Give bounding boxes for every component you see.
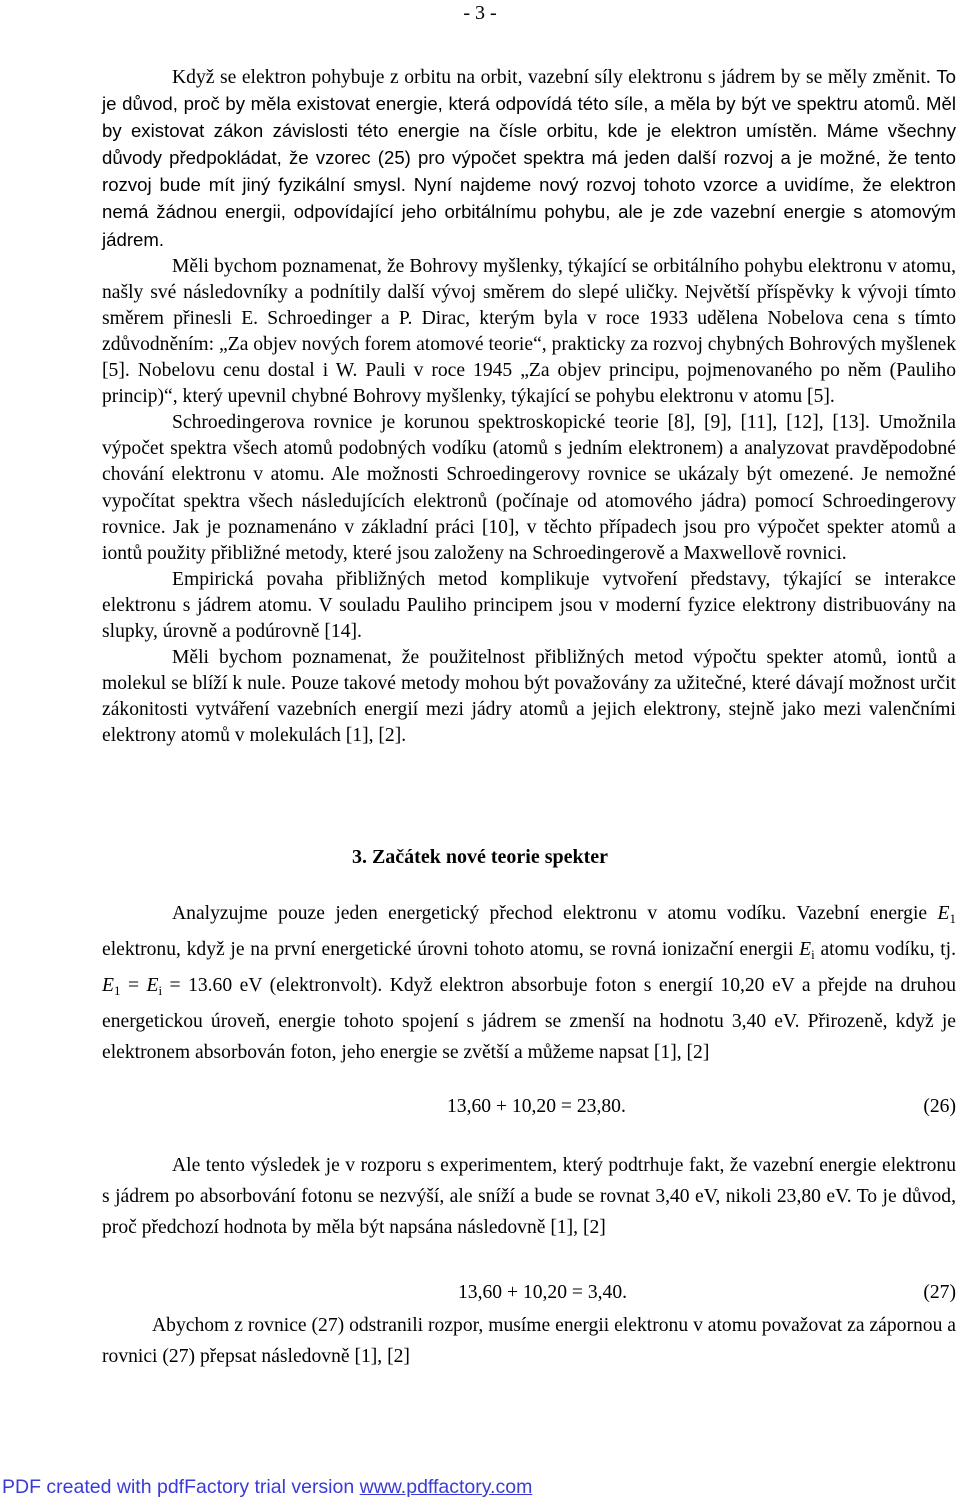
text-run: = 13.60 eV (elektronvolt). <box>169 975 383 996</box>
equation-26 <box>0 1096 960 1126</box>
section-heading: 3. Začátek nové teorie spekter <box>351 846 609 868</box>
footer-link[interactable]: www.pdffactory.com <box>359 1476 533 1498</box>
symbol-e: E <box>102 975 114 996</box>
text-run: atomu vodíku, tj. <box>820 939 956 960</box>
equation-27 <box>0 1282 960 1312</box>
paragraph-5: Měli bychom poznamenat, že použitelnost přibližných metod výpočtu spekter atomů, iontů a molekul se blíží k nule. Pouze takové metody mohou být považovány za užitečné, které dávají možnost určit zákonitosti vytváření vazebních energií mezi jádry atomů a jejich elektrony, stejně jako mezi valenčními elektrony atomů v molekulách [1], [2]. <box>102 647 956 747</box>
subscript: i <box>158 983 163 998</box>
page-number: - 3 - <box>463 2 497 24</box>
equation-26-expression: 13,60 + 10,20 = 23,80. <box>447 1096 626 1117</box>
text-run: elektronu, když je na první energetické úrovni tohoto atomu, se rovná ionizační energii <box>102 939 794 960</box>
symbol-e: E <box>937 903 950 924</box>
paragraph-1-sans: To je důvod, proč by měla existovat energie, která odpovídá této síle, a měla by být ve spektru atomů. Měl by existovat zákon závislosti této energie na čísle orbitu, kde je elektron umístěn. Máme všechny důvody předpokládat, že vzorec (25) pro výpočet spektra má jeden další rozvoj a je možné, že tento rozvoj bude mít jiný fyzikální smysl. Nyní najdeme nový rozvoj tohoto vzorce a uvidíme, že elektron nemá žádnou energii, odpovídající jeho orbitálnímu pohybu, ale je zde vazební energie s atomovým jádrem. <box>102 66 956 250</box>
equation-26-number: (26) <box>923 1096 956 1117</box>
paragraph-3: Schroedingerova rovnice je korunou spektroskopické teorie [8], [9], [11], [12], [13]. Umožnila výpočet spektra všech atomů podobných vodíku (atomů s jedním elektronem) a analyzovat pravděpodobné chování elektronu v atomu. Ale možnosti Schroedingerovy rovnice se ukázaly být omezené. Je nemožné vypočítat spektra všech následujících elektronů (počínaje od atomového jádra) pomocí Schroedingerovy rovnice. Jak je poznamenáno v základní práci [10], v těchto případech jsou pro výpočet spekter atomů a iontů použity přibližné metody, které jsou založeny na Schroedingerově a Maxwellově rovnici. <box>102 412 956 564</box>
text-run: Analyzujme pouze jeden energetický přechod elektronu v atomu vodíku. Vazební energie <box>172 903 928 924</box>
section-2-paragraph-3: Abychom z rovnice (27) odstranili rozpor, musíme energii elektronu v atomu považovat za zápornou a rovnici (27) přepsat následovně [1], [2] <box>102 1315 956 1367</box>
section-2-paragraph-1: Analyzujme pouze jeden energetický přechod elektronu v atomu vodíku. Vazební energie $E_1$ elektronu, když je na první energetické úrovni tohoto atomu, se rovná ionizační energii $E_i$ atomu vodíku, tj. $E_1 = E_i = 13.60$ eV (elektronvolt). Když elektron absorbuje foton s energií 10,20 eV a přejde na druhou energetickou úroveň, energie tohoto spojení s jádrem se zmenší na hodnotu 3,40 eV. Přirozeně, když je elektronem absorbován foton, jeho energie se zvětší a můžeme napsat [1], [2] <box>102 903 956 1063</box>
paragraph-1-serif: Když se elektron pohybuje z orbitu na orbit, vazební síly elektronu s jádrem by se měly změnit. <box>172 67 931 88</box>
footer-text: PDF created with pdfFactory trial version <box>2 1476 355 1498</box>
section-2-paragraph-2: Ale tento výsledek je v rozporu s experimentem, který podtrhuje fakt, že vazební energie elektronu s jádrem po absorbování fotonu se nezvýší, ale sníží a bude se rovnat 3,40 eV, nikoli 23,80 eV. To je důvod, proč předchozí hodnota by měla být napsána následovně [1], [2] <box>102 1155 956 1238</box>
pdf-footer <box>0 1476 960 1499</box>
subscript: 1 <box>113 983 121 998</box>
paragraph-2: Měli bychom poznamenat, že Bohrovy myšlenky, týkající se orbitálního pohybu elektronu v atomu, našly své následovníky a podnítily další vývoj směrem do slepé uličky. Největší příspěvky k vývoji tímto směrem přinesli E. Schroedinger a P. Dirac, kterým byla v roce 1933 udělena Nobelova cena s tímto zdůvodněním: „Za objev nových forem atomové teorie“, prakticky za rozvoj chybných Bohrových myšlenek [5]. Nobelovu cenu dostal i W. Pauli v roce 1945 „Za objev principu, pojmenovaného po něm (Pauliho princip)“, který upevnil chybné Bohrovy myšlenky, týkající se pohybu elektronu v atomu [5]. <box>102 255 956 408</box>
equation-27-expression: 13,60 + 10,20 = 3,40. <box>458 1282 628 1303</box>
paragraph-1 <box>102 64 956 254</box>
subscript: i <box>811 947 815 962</box>
symbol-e: E <box>146 975 159 996</box>
paragraph-4: Empirická povaha přibližných metod komplikuje vytvoření představy, týkající se interakce elektronu s jádrem atomu. V souladu Pauliho principem jsou v moderní fyzice elektrony distribuovány na slupky, úrovně a podúrovně [14]. <box>102 568 956 642</box>
subscript: 1 <box>949 911 956 926</box>
equation-27-number: (27) <box>923 1282 956 1303</box>
section-1-text <box>102 64 956 749</box>
symbol-e: E <box>799 939 812 960</box>
text-run: Když elektron absorbuje foton s energií 10,20 eV a přejde na druhou energetickou úroveň, energie tohoto spojení s jádrem se zmenší na hodnotu 3,40 eV. Přirozeně, když je elektronem absorbován foton, jeho energie se zvětší a můžeme napsat [1], [2] <box>102 975 956 1063</box>
